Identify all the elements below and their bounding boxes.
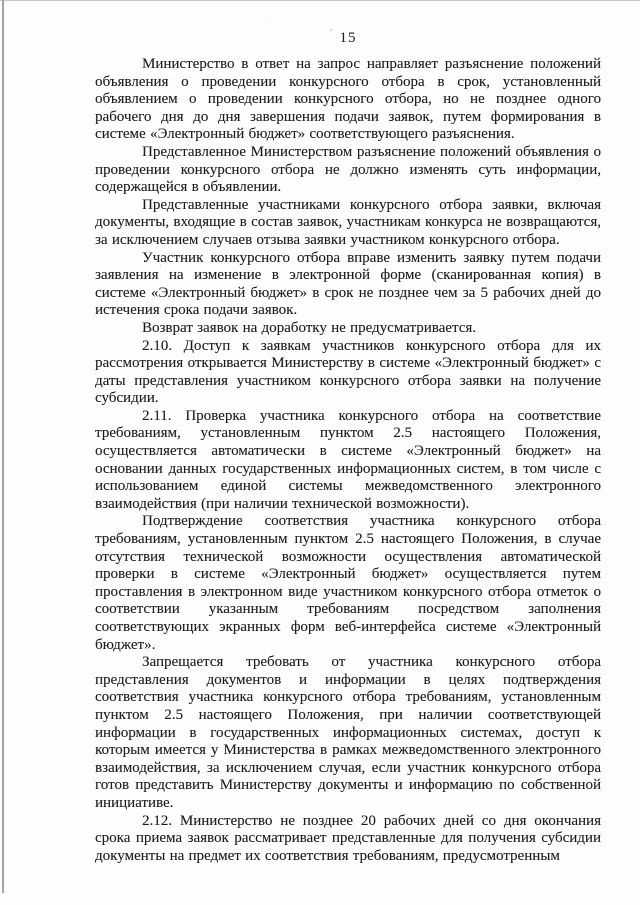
scan-edge-top-line: [0, 0, 640, 1]
page-number: 15: [339, 30, 357, 46]
scan-edge-left-line: [2, 0, 4, 893]
document-body: [95, 56, 601, 865]
paragraph-2-11-verification: 2.11. Проверка участника конкурсного отбора на соответствие требованиям, установленным пунктом 2.5 настоящего Положения, осуществляется автоматически в системе «Электронный бюджет» на основании данных государственных информационных систем, в том числе с использованием единой системы межведомственного электронного взаимодействия (при наличии технической возможности).: [95, 407, 601, 512]
paragraph-applications-not-returned: Представленные участниками конкурсного отбора заявки, включая документы, входящие в состав заявок, участникам конкурса не возвращаются, за исключением случаев отзыва заявки участником конкурсного отбора.: [95, 196, 601, 248]
paragraph-ministry-clarification: Министерство в ответ на запрос направляет разъяснение положений объявления о проведении конкурсного отбора в срок, установленный объявлением о проведении конкурсного отбора, но не позднее одного рабочего дня до дня завершения подачи заявок, путем формирования в системе «Электронный бюджет» соответствующего разъяснения.: [95, 56, 601, 143]
paragraph-confirmation-marks: Подтверждение соответствия участника конкурсного отбора требованиям, установленным пунктом 2.5 настоящего Положения, в случае отсутствия технической возможности осуществления автоматической проверки в системе «Электронный бюджет» осуществляется путем проставления в электронном виде участником конкурсного отбора отметок о соответствии указанным требованиям посредством заполнения соответствующих экранных форм веб-интерфейса системе «Электронный бюджет».: [95, 513, 601, 653]
paragraph-application-amendment: Участник конкурсного отбора вправе изменить заявку путем подачи заявления на изменение в электронной форме (сканированная копия) в системе «Электронный бюджет» в срок не позднее чем за 5 рабочих дней до истечения срока подачи заявок.: [95, 249, 601, 319]
paragraph-2-10-access: 2.10. Доступ к заявкам участников конкурсного отбора для их рассмотрения открывается Министерству в системе «Электронный бюджет» с даты представления участником конкурсного отбора заявки на получение субсидии.: [95, 337, 601, 407]
scan-speck: [270, 17, 271, 18]
scan-speck: [473, 8, 474, 9]
paragraph-no-rework-return: Возврат заявок на доработку не предусматривается.: [142, 319, 477, 336]
paragraph-2-12-review: 2.12. Министерство не позднее 20 рабочих дней со дня окончания срока приема заявок рассматривает представленные для получения субсидии документы на предмет их соответствия требованиям, предусмотренным: [95, 812, 601, 864]
paragraph-prohibited-requests: Запрещается требовать от участника конкурсного отбора представления документов и информации в целях подтверждения соответствия участника конкурсного отбора требованиям, установленным пунктом 2.5 настоящего Положения, при наличии соответствующей информации в государственных информационных системах, доступ к которым имеется у Министерства в рамках межведомственного электронного взаимодействия, за исключением случая, если участник конкурсного отбора готов представить Министерству документы и информацию по собственной инициативе.: [95, 654, 601, 811]
paragraph-clarification-no-change: Представленное Министерством разъяснение положений объявления о проведении конкурсного отбора не должно изменять суть информации, содержащейся в объявлении.: [95, 143, 601, 196]
scan-speck: [33, 477, 34, 478]
